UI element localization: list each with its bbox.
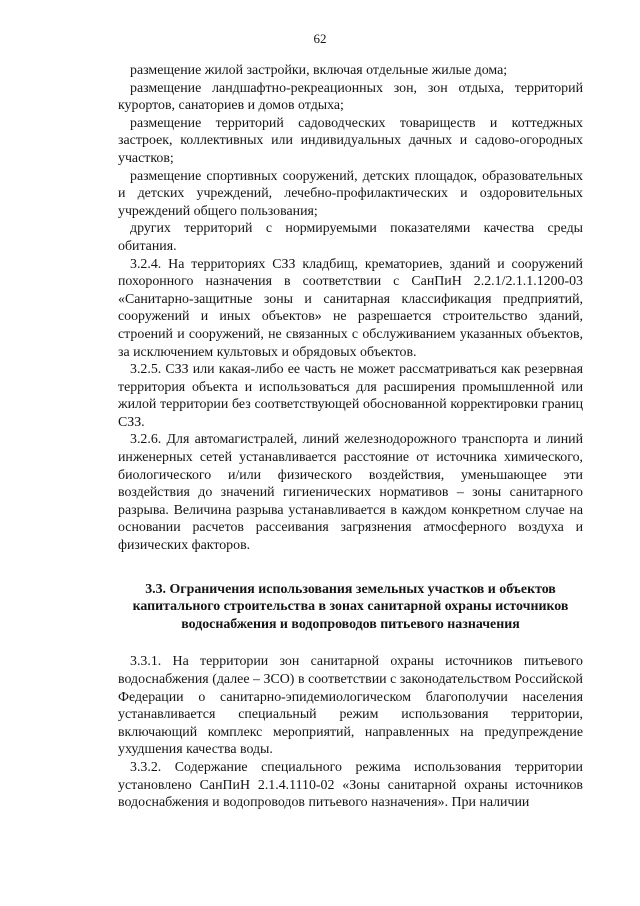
- paragraph-sports: размещение спортивных сооружений, детских площадок, образовательных и детских учреждений, лечебно-профилактических и оздоровительных учреждений общего пользования;: [118, 168, 583, 219]
- paragraph-gardening: размещение территорий садоводческих товариществ и коттеджных застроек, коллективных или индивидуальных дачных и садово-огородных участков;: [118, 115, 583, 166]
- paragraph-residential: размещение жилой застройки, включая отдельные жилые дома;: [130, 63, 508, 78]
- paragraph-3-2-6: 3.2.6. Для автомагистралей, линий железнодорожного транспорта и линий инженерных сетей устанавливается расстояние от источника химического, биологического и/или физического воздействия, уменьшающее эти воздействия до значений гигиенических нормативов – зоны санитарного разрыва. Величина разрыва устанавливается в каждом конкретном случае на основании расчетов рассеивания загрязнения атмосферного воздуха и физических факторов.: [118, 432, 583, 554]
- section-heading-3-3: 3.3. Ограничения использования земельных участков и объектов капитального строительства в зонах санитарной охраны источников водоснабжения и водопроводов питьевого назначения: [132, 581, 569, 632]
- paragraph-3-2-5: 3.2.5. СЗЗ или какая-либо ее часть не может рассматриваться как резервная территория объекта и использоваться для расширения промышленной или жилой территории без соответствующей обоснованной корректировки границ СЗЗ.: [118, 362, 583, 430]
- paragraph-3-3-2: 3.3.2. Содержание специального режима использования территории установлено СанПиН 2.1.4.1110-02 «Зоны санитарной охраны источников водоснабжения и водопроводов питьевого назначения». При наличии: [118, 759, 583, 811]
- paragraph-recreational: размещение ландшафтно-рекреационных зон, зон отдыха, территорий курортов, санаториев и домов отдыха;: [118, 80, 583, 114]
- paragraph-other-territories: других территорий с нормируемыми показателями качества среды обитания.: [118, 221, 583, 254]
- page-body: [118, 62, 583, 812]
- page-number: 62: [313, 31, 327, 46]
- paragraph-3-3-1: 3.3.1. На территории зон санитарной охраны источников питьевого водоснабжения (далее – ЗСО) в соответствии с законодательством Российской Федерации о санитарно-эпидемиологическом благополучии населения устанавливается специальный режим использования территории, включающий комплекс мероприятий, направленных на предупреждение ухудшения качества воды.: [118, 654, 583, 758]
- paragraph-3-2-4: 3.2.4. На территориях СЗЗ кладбищ, крематориев, зданий и сооружений похоронного назначения в соответствии с СанПиН 2.2.1/2.1.1.1200-03 «Санитарно-защитные зоны и санитарная классификация предприятий, сооружений и иных объектов» не разрешается строительство зданий, строений и сооружений, не связанных с обслуживанием указанных объектов, за исключением культовых и обрядовых объектов.: [118, 256, 583, 360]
